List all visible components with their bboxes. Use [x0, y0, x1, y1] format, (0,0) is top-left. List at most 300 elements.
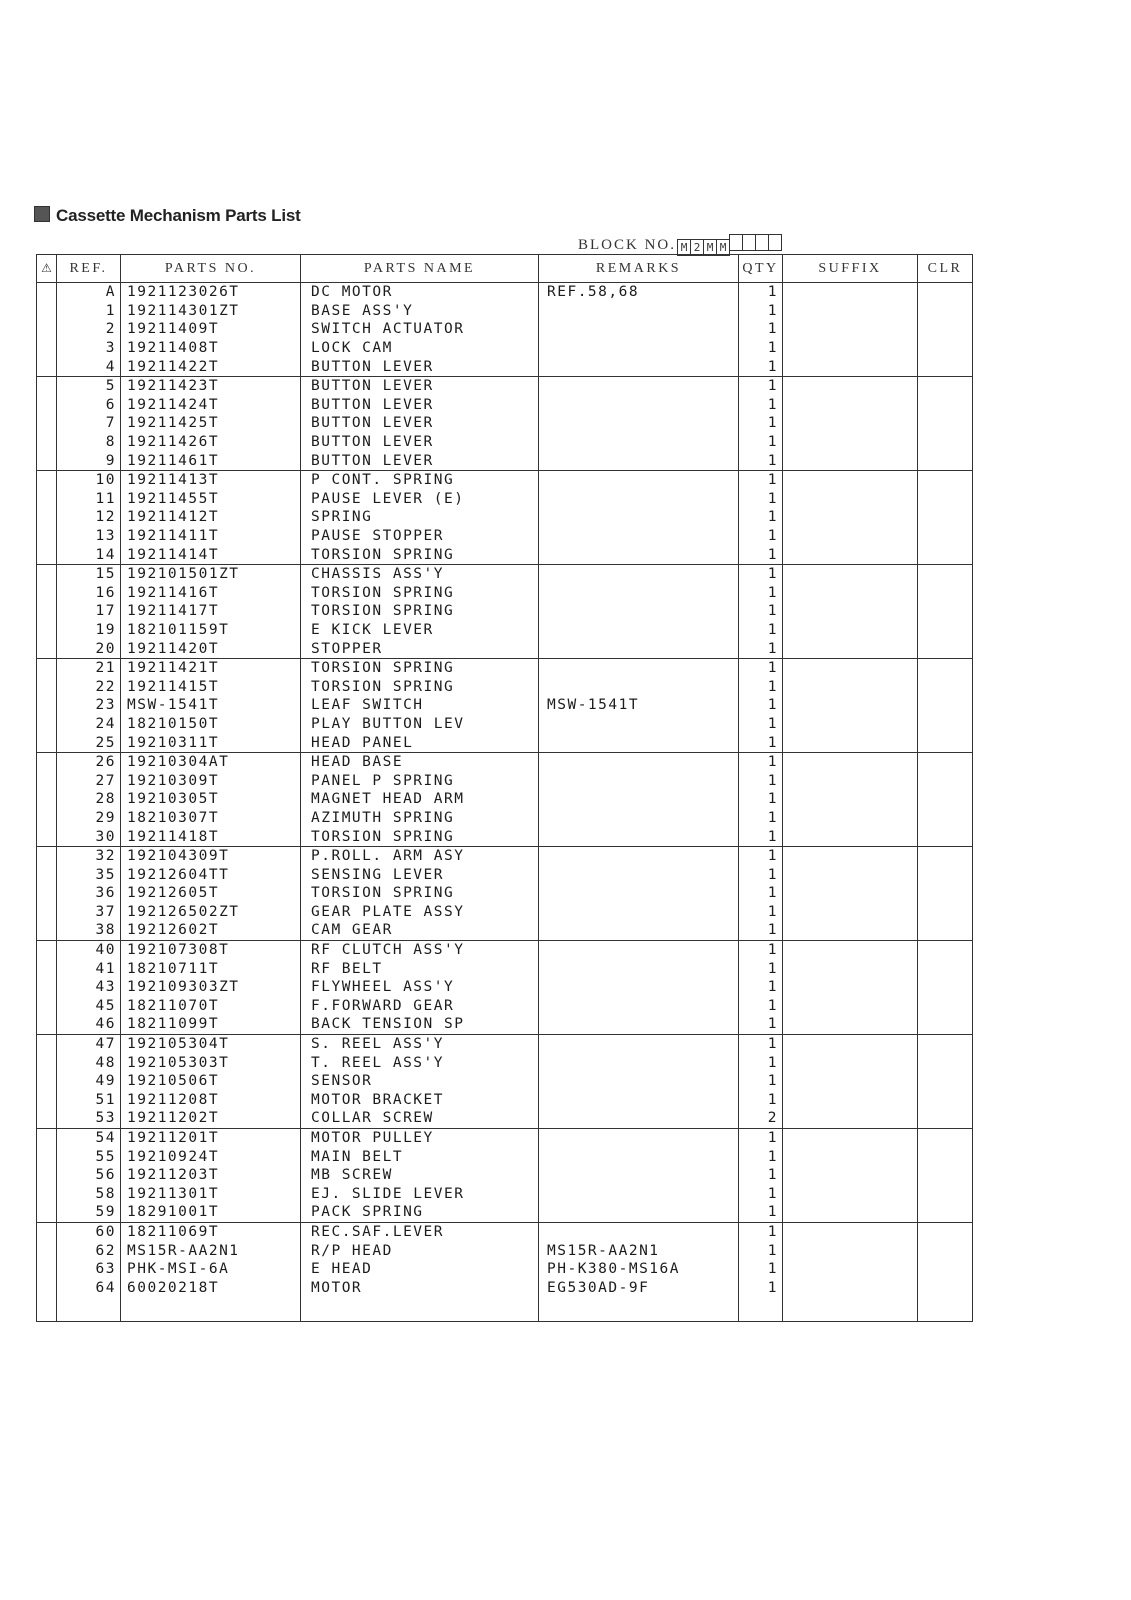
clr-cell [918, 470, 973, 489]
parts-no-cell: 19211423T [121, 376, 301, 395]
suffix-cell [783, 1278, 918, 1297]
parts-name-cell: FLYWHEEL ASS'Y [301, 978, 539, 997]
suffix-cell [783, 508, 918, 527]
empty-cell [918, 1297, 973, 1322]
header-parts-no: PARTS NO. [121, 255, 301, 283]
suffix-cell [783, 283, 918, 302]
qty-cell: 1 [739, 1091, 783, 1110]
warning-cell [37, 921, 57, 940]
qty-cell: 1 [739, 903, 783, 922]
qty-cell: 1 [739, 827, 783, 846]
ref-cell: 15 [57, 564, 121, 583]
parts-no-cell: 19211426T [121, 433, 301, 452]
remarks-cell [539, 959, 739, 978]
parts-no-cell: 19211425T [121, 414, 301, 433]
ref-cell: 17 [57, 602, 121, 621]
parts-name-cell: STOPPER [301, 639, 539, 658]
remarks-cell [539, 414, 739, 433]
blank-row [37, 1297, 973, 1322]
parts-name-cell: MOTOR BRACKET [301, 1091, 539, 1110]
remarks-cell [539, 396, 739, 415]
qty-cell: 1 [739, 508, 783, 527]
remarks-cell [539, 865, 739, 884]
remarks-cell [539, 903, 739, 922]
suffix-cell [783, 809, 918, 828]
ref-cell: 4 [57, 357, 121, 376]
remarks-cell [539, 978, 739, 997]
remarks-cell: PH-K380-MS16A [539, 1260, 739, 1279]
qty-cell: 1 [739, 1260, 783, 1279]
table-row [37, 715, 973, 734]
suffix-cell [783, 1241, 918, 1260]
parts-no-cell: 19210305T [121, 790, 301, 809]
warning-cell [37, 752, 57, 771]
parts-no-cell: 19211412T [121, 508, 301, 527]
qty-cell: 1 [739, 639, 783, 658]
remarks-cell [539, 884, 739, 903]
parts-no-cell: 19211424T [121, 396, 301, 415]
ref-cell: 9 [57, 451, 121, 470]
remarks-cell [539, 790, 739, 809]
parts-name-cell: SPRING [301, 508, 539, 527]
warning-cell [37, 396, 57, 415]
warning-cell [37, 320, 57, 339]
remarks-cell [539, 433, 739, 452]
remarks-cell [539, 1109, 739, 1128]
header-suffix: SUFFIX [783, 255, 918, 283]
warning-cell [37, 584, 57, 603]
remarks-cell [539, 1091, 739, 1110]
ref-cell: 55 [57, 1147, 121, 1166]
empty-cell [301, 1297, 539, 1322]
suffix-cell [783, 1053, 918, 1072]
parts-name-cell: TORSION SPRING [301, 584, 539, 603]
remarks-cell [539, 451, 739, 470]
warning-cell [37, 865, 57, 884]
remarks-cell [539, 1185, 739, 1204]
table-row [37, 1166, 973, 1185]
table-row [37, 376, 973, 395]
suffix-cell [783, 1166, 918, 1185]
clr-cell [918, 790, 973, 809]
ref-cell: 35 [57, 865, 121, 884]
parts-name-cell: DC MOTOR [301, 283, 539, 302]
remarks-cell [539, 508, 739, 527]
remarks-cell [539, 827, 739, 846]
ref-cell: 53 [57, 1109, 121, 1128]
qty-cell: 1 [739, 451, 783, 470]
qty-cell: 1 [739, 1222, 783, 1241]
qty-cell: 1 [739, 1015, 783, 1034]
block-label: BLOCK NO. [578, 237, 677, 253]
parts-no-cell: 192114301ZT [121, 302, 301, 321]
suffix-cell [783, 357, 918, 376]
parts-name-cell: BACK TENSION SP [301, 1015, 539, 1034]
parts-name-cell: SWITCH ACTUATOR [301, 320, 539, 339]
clr-cell [918, 1260, 973, 1279]
warning-cell [37, 433, 57, 452]
warning-cell [37, 339, 57, 358]
warning-cell [37, 1185, 57, 1204]
clr-cell [918, 1185, 973, 1204]
parts-no-cell: 19211408T [121, 339, 301, 358]
remarks-cell [539, 715, 739, 734]
ref-cell: 54 [57, 1128, 121, 1147]
remarks-cell [539, 639, 739, 658]
page-title [34, 206, 301, 226]
table-row [37, 1053, 973, 1072]
table-row [37, 433, 973, 452]
empty-cell [57, 1297, 121, 1322]
remarks-cell [539, 733, 739, 752]
parts-name-cell: SENSOR [301, 1072, 539, 1091]
qty-cell: 1 [739, 978, 783, 997]
parts-name-cell: SENSING LEVER [301, 865, 539, 884]
table-row [37, 470, 973, 489]
parts-no-cell: 60020218T [121, 1278, 301, 1297]
parts-name-cell: PAUSE LEVER (E) [301, 490, 539, 509]
ref-cell: 7 [57, 414, 121, 433]
table-row [37, 827, 973, 846]
qty-cell: 1 [739, 527, 783, 546]
table-row [37, 940, 973, 959]
qty-cell: 1 [739, 1241, 783, 1260]
suffix-cell [783, 396, 918, 415]
parts-name-cell: RF CLUTCH ASS'Y [301, 940, 539, 959]
parts-no-cell: 192109303ZT [121, 978, 301, 997]
parts-name-cell: TORSION SPRING [301, 677, 539, 696]
parts-name-cell: RF BELT [301, 959, 539, 978]
suffix-cell [783, 584, 918, 603]
ref-cell: 21 [57, 658, 121, 677]
remarks-cell [539, 357, 739, 376]
suffix-cell [783, 1034, 918, 1053]
clr-cell [918, 1034, 973, 1053]
ref-cell: 13 [57, 527, 121, 546]
table-row [37, 1278, 973, 1297]
suffix-cell [783, 451, 918, 470]
suffix-cell [783, 621, 918, 640]
warning-cell [37, 1203, 57, 1222]
parts-name-cell: HEAD BASE [301, 752, 539, 771]
clr-cell [918, 283, 973, 302]
clr-cell [918, 771, 973, 790]
remarks-cell [539, 752, 739, 771]
header-row [37, 255, 973, 283]
qty-cell: 1 [739, 1053, 783, 1072]
clr-cell [918, 1166, 973, 1185]
suffix-cell [783, 959, 918, 978]
parts-no-cell: 19211415T [121, 677, 301, 696]
parts-name-cell: BUTTON LEVER [301, 357, 539, 376]
ref-cell: 8 [57, 433, 121, 452]
parts-no-cell: 192101501ZT [121, 564, 301, 583]
clr-cell [918, 508, 973, 527]
remarks-cell [539, 1203, 739, 1222]
table-row [37, 283, 973, 302]
warning-cell [37, 1109, 57, 1128]
clr-cell [918, 376, 973, 395]
suffix-cell [783, 940, 918, 959]
ref-cell: 5 [57, 376, 121, 395]
ref-cell: 28 [57, 790, 121, 809]
warning-cell [37, 508, 57, 527]
remarks-cell [539, 302, 739, 321]
ref-cell: 19 [57, 621, 121, 640]
table-row [37, 339, 973, 358]
title-bullet-icon [34, 206, 50, 222]
remarks-cell [539, 376, 739, 395]
parts-name-cell: PANEL P SPRING [301, 771, 539, 790]
remarks-cell [539, 527, 739, 546]
table-row [37, 978, 973, 997]
clr-cell [918, 451, 973, 470]
suffix-cell [783, 414, 918, 433]
ref-cell: 51 [57, 1091, 121, 1110]
ref-cell: 20 [57, 639, 121, 658]
ref-cell: 25 [57, 733, 121, 752]
table-row [37, 1203, 973, 1222]
suffix-cell [783, 470, 918, 489]
table-row [37, 1241, 973, 1260]
parts-name-cell: LOCK CAM [301, 339, 539, 358]
parts-no-cell: 19211208T [121, 1091, 301, 1110]
ref-cell: 37 [57, 903, 121, 922]
parts-name-cell: BASE ASS'Y [301, 302, 539, 321]
suffix-cell [783, 564, 918, 583]
clr-cell [918, 527, 973, 546]
parts-no-cell: 192105304T [121, 1034, 301, 1053]
block-boxes [678, 234, 782, 256]
clr-cell [918, 696, 973, 715]
qty-cell: 1 [739, 1147, 783, 1166]
warning-cell [37, 639, 57, 658]
warning-cell [37, 602, 57, 621]
parts-no-cell: 1921123026T [121, 283, 301, 302]
clr-cell [918, 959, 973, 978]
qty-cell: 1 [739, 1185, 783, 1204]
parts-no-cell: 19211417T [121, 602, 301, 621]
clr-cell [918, 978, 973, 997]
suffix-cell [783, 827, 918, 846]
remarks-cell [539, 564, 739, 583]
remarks-cell: MS15R-AA2N1 [539, 1241, 739, 1260]
table-row [37, 1015, 973, 1034]
header-remarks: REMARKS [539, 255, 739, 283]
table-row [37, 302, 973, 321]
qty-cell: 1 [739, 433, 783, 452]
qty-cell: 1 [739, 414, 783, 433]
clr-cell [918, 846, 973, 865]
qty-cell: 1 [739, 283, 783, 302]
suffix-cell [783, 320, 918, 339]
empty-cell [539, 1297, 739, 1322]
parts-no-cell: 19211421T [121, 658, 301, 677]
clr-cell [918, 921, 973, 940]
header-ref: REF. [57, 255, 121, 283]
warning-icon: ⚠ [37, 255, 57, 283]
parts-name-cell: HEAD PANEL [301, 733, 539, 752]
parts-name-cell: TORSION SPRING [301, 602, 539, 621]
ref-cell: 1 [57, 302, 121, 321]
qty-cell: 1 [739, 1034, 783, 1053]
parts-name-cell: E HEAD [301, 1260, 539, 1279]
suffix-cell [783, 884, 918, 903]
ref-cell: 48 [57, 1053, 121, 1072]
parts-no-cell: 192107308T [121, 940, 301, 959]
warning-cell [37, 564, 57, 583]
qty-cell: 1 [739, 696, 783, 715]
ref-cell: 59 [57, 1203, 121, 1222]
suffix-cell [783, 1091, 918, 1110]
suffix-cell [783, 639, 918, 658]
parts-name-cell: LEAF SWITCH [301, 696, 539, 715]
clr-cell [918, 1147, 973, 1166]
clr-cell [918, 940, 973, 959]
parts-no-cell: 182101159T [121, 621, 301, 640]
ref-cell: 3 [57, 339, 121, 358]
warning-cell [37, 771, 57, 790]
ref-cell: 40 [57, 940, 121, 959]
remarks-cell [539, 677, 739, 696]
clr-cell [918, 1091, 973, 1110]
qty-cell: 2 [739, 1109, 783, 1128]
qty-cell: 1 [739, 602, 783, 621]
table-row [37, 809, 973, 828]
ref-cell: 24 [57, 715, 121, 734]
warning-cell [37, 940, 57, 959]
clr-cell [918, 1241, 973, 1260]
suffix-cell [783, 1203, 918, 1222]
block-box [768, 234, 782, 251]
parts-no-cell: 19210506T [121, 1072, 301, 1091]
parts-no-cell: 19211202T [121, 1109, 301, 1128]
parts-no-cell: 19211413T [121, 470, 301, 489]
warning-cell [37, 884, 57, 903]
suffix-cell [783, 677, 918, 696]
warning-cell [37, 809, 57, 828]
qty-cell: 1 [739, 584, 783, 603]
ref-cell: 2 [57, 320, 121, 339]
qty-cell: 1 [739, 302, 783, 321]
remarks-cell [539, 1053, 739, 1072]
warning-cell [37, 1128, 57, 1147]
table-row [37, 564, 973, 583]
remarks-cell [539, 1034, 739, 1053]
table-row [37, 997, 973, 1016]
remarks-cell [539, 1147, 739, 1166]
remarks-cell [539, 1166, 739, 1185]
parts-no-cell: 19211422T [121, 357, 301, 376]
remarks-cell [539, 997, 739, 1016]
clr-cell [918, 658, 973, 677]
qty-cell: 1 [739, 621, 783, 640]
qty-cell: 1 [739, 846, 783, 865]
parts-no-cell: 18291001T [121, 1203, 301, 1222]
warning-cell [37, 997, 57, 1016]
remarks-cell [539, 1222, 739, 1241]
block-box: M [677, 239, 691, 256]
ref-cell: 26 [57, 752, 121, 771]
warning-cell [37, 1053, 57, 1072]
empty-cell [121, 1297, 301, 1322]
parts-no-cell: 19211203T [121, 1166, 301, 1185]
clr-cell [918, 433, 973, 452]
parts-name-cell: E KICK LEVER [301, 621, 539, 640]
table-row [37, 1260, 973, 1279]
table-row [37, 752, 973, 771]
suffix-cell [783, 978, 918, 997]
parts-no-cell: 19212604TT [121, 865, 301, 884]
ref-cell: 32 [57, 846, 121, 865]
qty-cell: 1 [739, 470, 783, 489]
warning-cell [37, 903, 57, 922]
parts-no-cell: 19211201T [121, 1128, 301, 1147]
parts-name-cell: R/P HEAD [301, 1241, 539, 1260]
ref-cell: 38 [57, 921, 121, 940]
qty-cell: 1 [739, 357, 783, 376]
suffix-cell [783, 376, 918, 395]
parts-no-cell: 19211301T [121, 1185, 301, 1204]
parts-no-cell: 18210307T [121, 809, 301, 828]
warning-cell [37, 1241, 57, 1260]
parts-name-cell: BUTTON LEVER [301, 396, 539, 415]
parts-name-cell: BUTTON LEVER [301, 451, 539, 470]
parts-no-cell: 19211418T [121, 827, 301, 846]
ref-cell: 27 [57, 771, 121, 790]
empty-cell [37, 1297, 57, 1322]
ref-cell: A [57, 283, 121, 302]
clr-cell [918, 564, 973, 583]
ref-cell: 56 [57, 1166, 121, 1185]
clr-cell [918, 733, 973, 752]
table-row [37, 658, 973, 677]
remarks-cell [539, 339, 739, 358]
remarks-cell [539, 621, 739, 640]
ref-cell: 43 [57, 978, 121, 997]
clr-cell [918, 396, 973, 415]
suffix-cell [783, 433, 918, 452]
parts-name-cell: BUTTON LEVER [301, 414, 539, 433]
parts-body [37, 283, 973, 1322]
warning-cell [37, 283, 57, 302]
suffix-cell [783, 658, 918, 677]
ref-cell: 29 [57, 809, 121, 828]
ref-cell: 12 [57, 508, 121, 527]
warning-cell [37, 357, 57, 376]
warning-cell [37, 978, 57, 997]
clr-cell [918, 903, 973, 922]
table-row [37, 846, 973, 865]
parts-no-cell: 18211099T [121, 1015, 301, 1034]
clr-cell [918, 865, 973, 884]
suffix-cell [783, 1147, 918, 1166]
remarks-cell: EG530AD-9F [539, 1278, 739, 1297]
warning-cell [37, 677, 57, 696]
ref-cell: 16 [57, 584, 121, 603]
parts-name-cell: REC.SAF.LEVER [301, 1222, 539, 1241]
table-row [37, 639, 973, 658]
warning-cell [37, 1091, 57, 1110]
suffix-cell [783, 1185, 918, 1204]
qty-cell: 1 [739, 1166, 783, 1185]
parts-name-cell: BUTTON LEVER [301, 376, 539, 395]
block-box: M [716, 239, 730, 256]
warning-cell [37, 451, 57, 470]
suffix-cell [783, 865, 918, 884]
parts-no-cell: 19211409T [121, 320, 301, 339]
remarks-cell [539, 545, 739, 564]
